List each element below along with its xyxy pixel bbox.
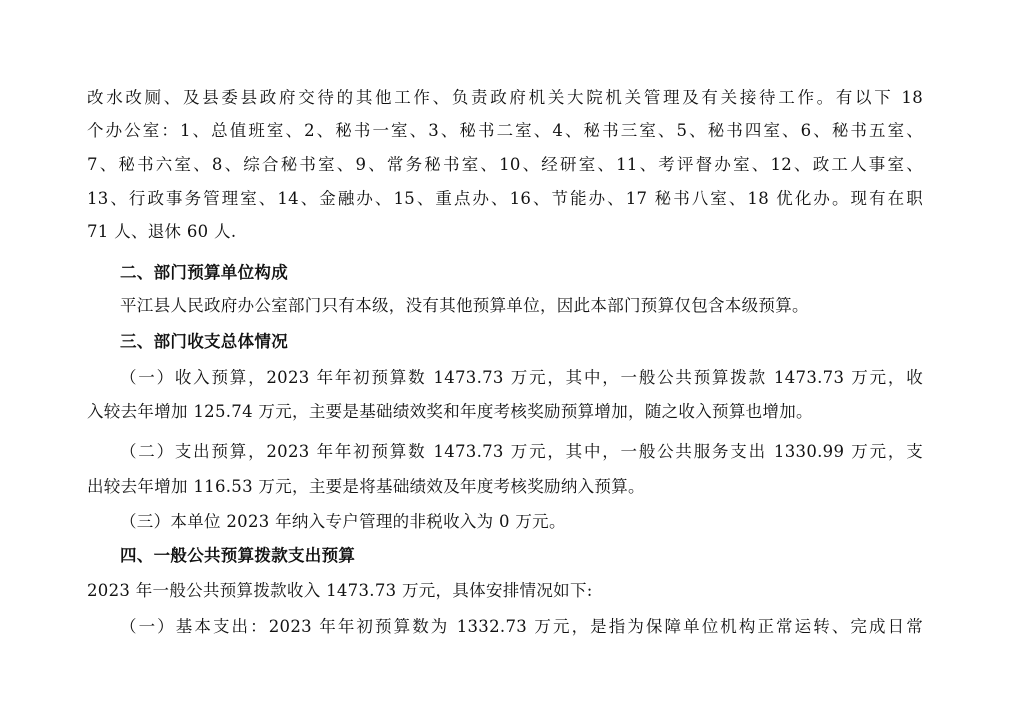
section-heading: 三、部门收支总体情况 — [120, 332, 288, 351]
body-text-line: （三）本单位 2023 年纳入专户管理的非税收入为 0 万元。 — [120, 512, 566, 531]
body-text-line: 改水改厕、及县委县政府交待的其他工作、负责政府机关大院机关管理及有关接待工作。有以下 18 — [87, 88, 923, 107]
section-heading: 二、部门预算单位构成 — [120, 263, 288, 282]
body-text-line: （二）支出预算，2023 年年初预算数 1473.73 万元，其中，一般公共服务支出 1330.99 万元，支 — [120, 442, 923, 461]
body-text-line: 13、行政事务管理室、14、金融办、15、重点办、16、节能办、17 秘书八室、18 优化办。现有在职 — [87, 189, 923, 208]
body-text-line: 2023 年一般公共预算拨款收入 1473.73 万元，具体安排情况如下: — [87, 581, 593, 600]
body-text-line: 71 人、退休 60 人. — [87, 222, 237, 241]
section-heading: 四、一般公共预算拨款支出预算 — [120, 546, 356, 565]
body-text-line: 7、秘书六室、8、综合秘书室、9、常务秘书室、10、经研室、11、考评督办室、12、政工人事室、 — [87, 155, 923, 174]
body-text-line: 个办公室：1、总值班室、2、秘书一室、3、秘书二室、4、秘书三室、5、秘书四室、6、秘书五室、 — [87, 121, 923, 140]
body-text-line: 出较去年增加 116.53 万元，主要是将基础绩效及年度考核奖励纳入预算。 — [87, 477, 645, 496]
body-text-line: （一）收入预算，2023 年年初预算数 1473.73 万元，其中，一般公共预算拨款 1473.73 万元，收 — [120, 368, 923, 387]
body-text-line: （一）基本支出：2023 年年初预算数为 1332.73 万元，是指为保障单位机构正常运转、完成日常 — [120, 617, 923, 636]
body-text-line: 平江县人民政府办公室部门只有本级，没有其他预算单位，因此本部门预算仅包含本级预算。 — [120, 296, 809, 315]
body-text-line: 入较去年增加 125.74 万元，主要是基础绩效奖和年度考核奖励预算增加，随之收入预算也增加。 — [87, 402, 813, 421]
